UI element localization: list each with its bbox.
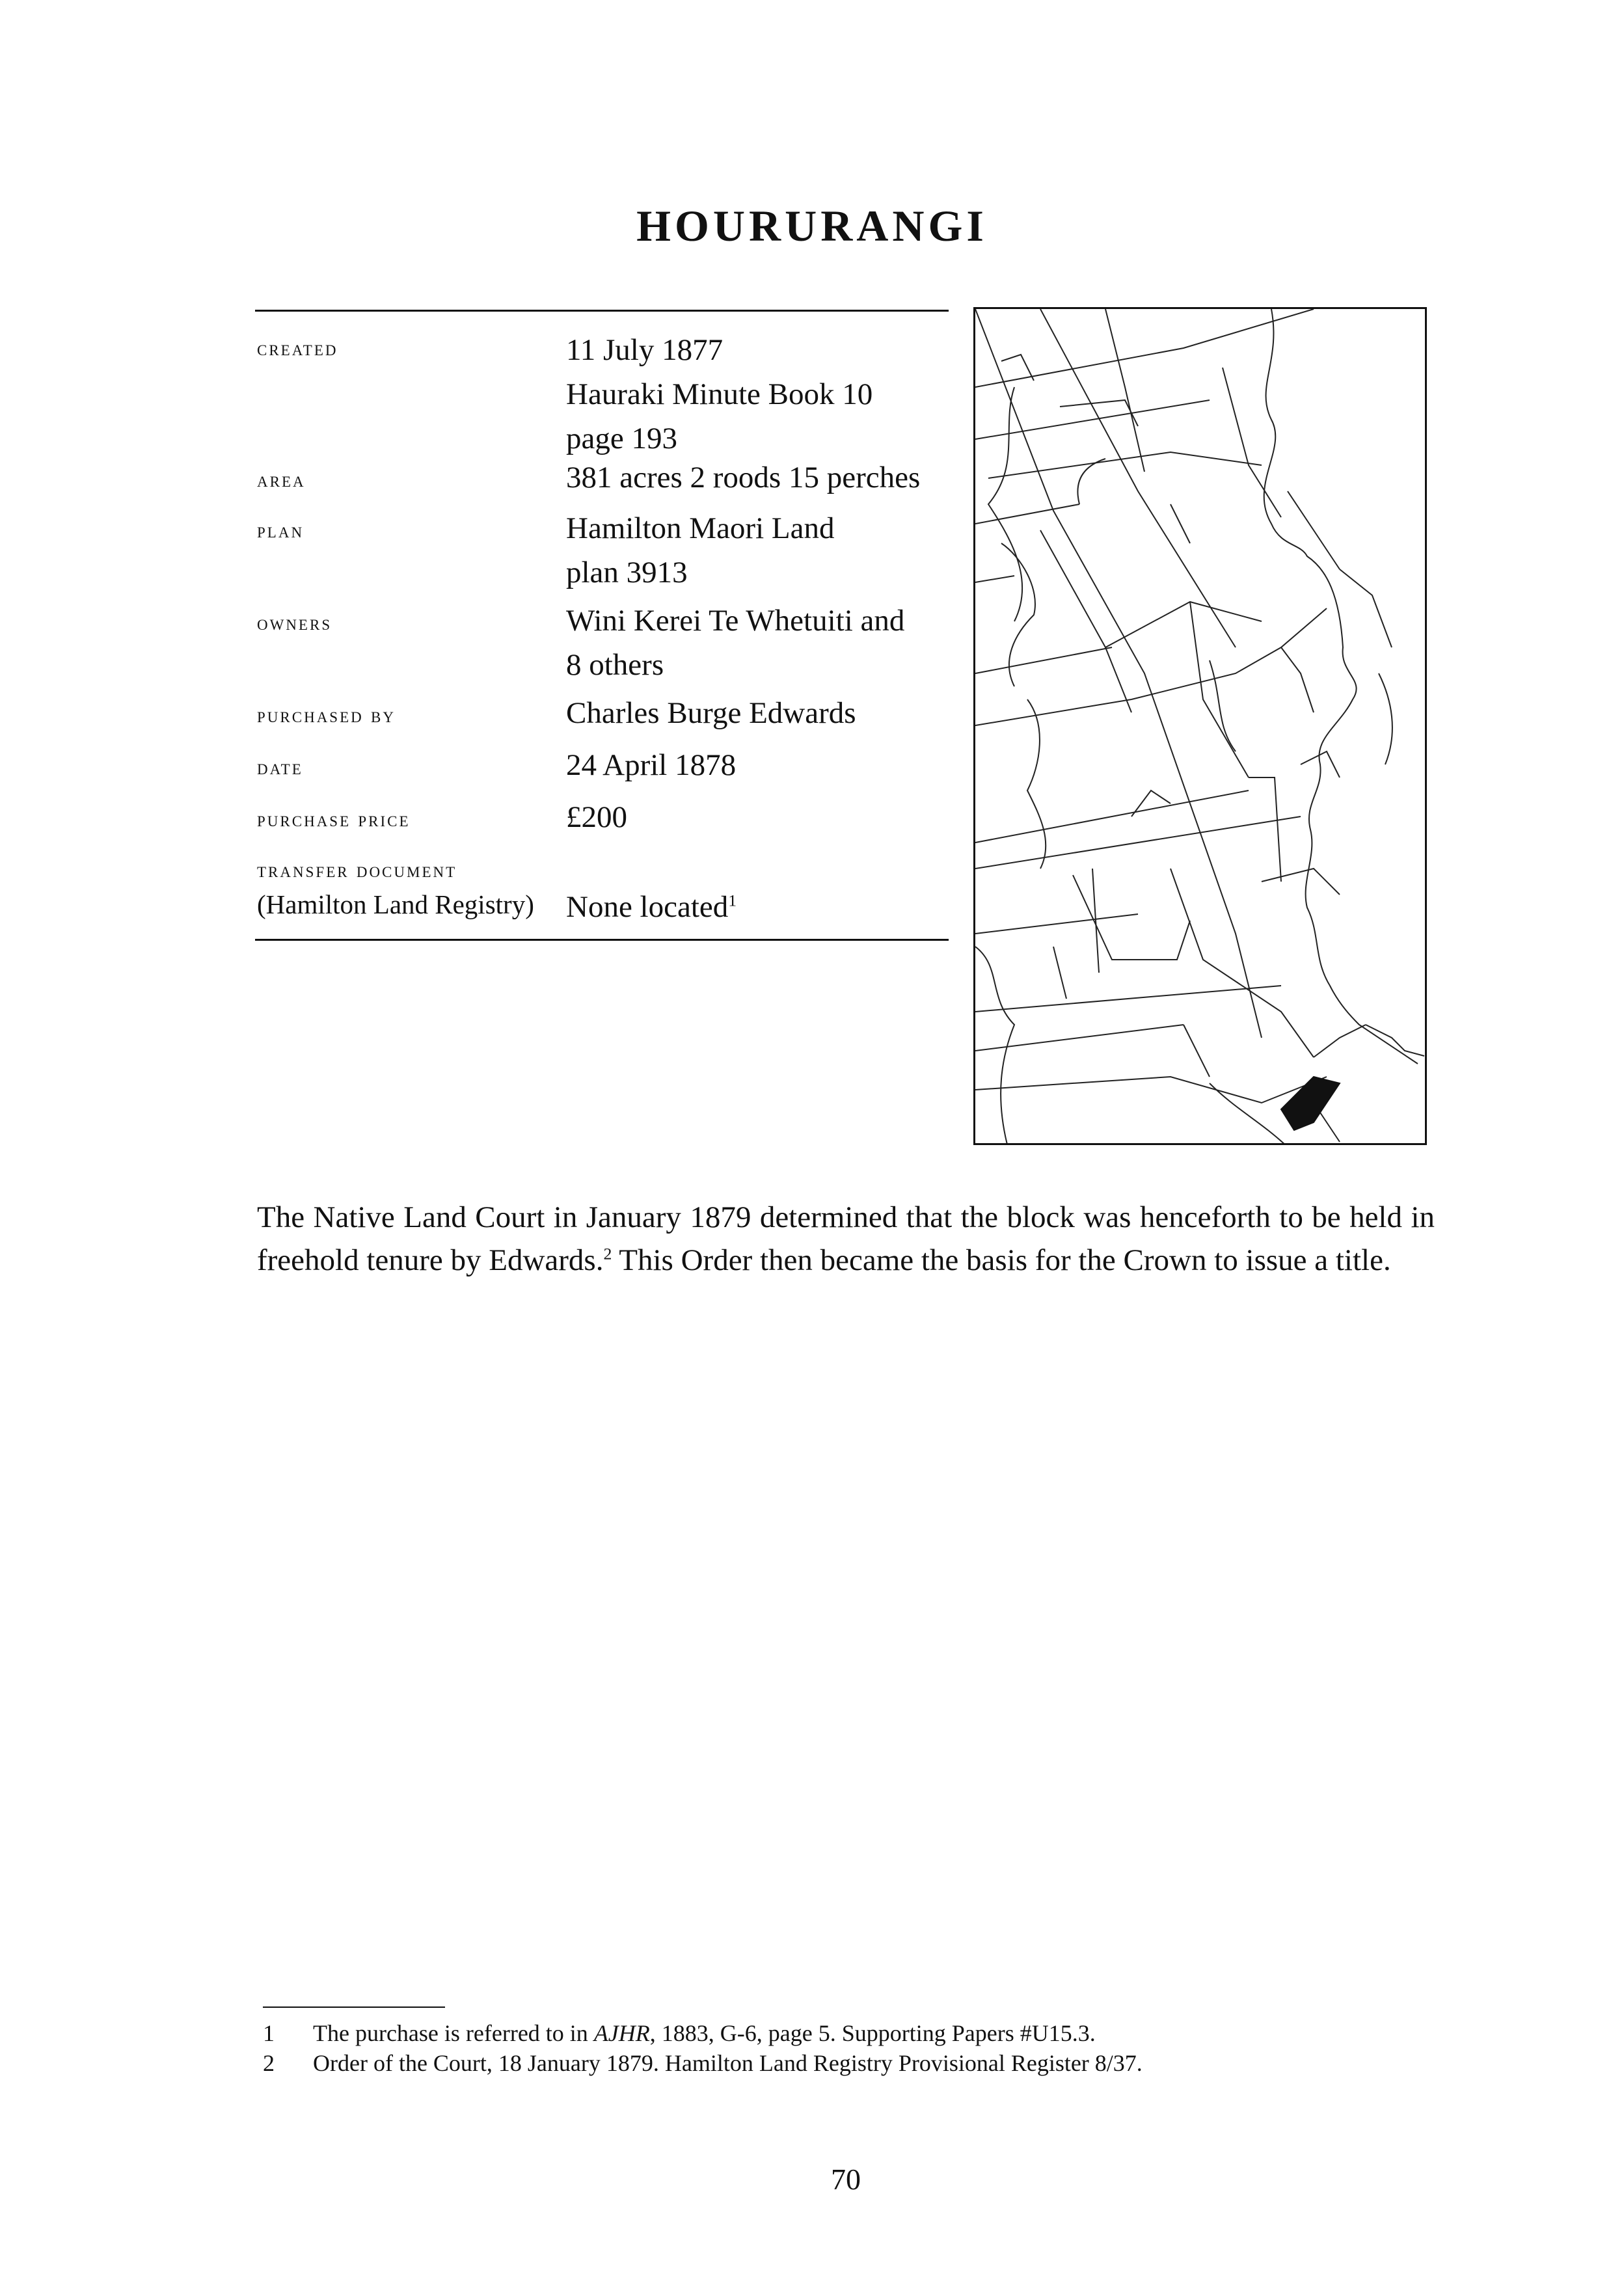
field-value: £200 bbox=[566, 800, 627, 834]
field-sublabel: (Hamilton Land Registry) bbox=[257, 889, 534, 919]
field-label: transfer document bbox=[257, 859, 457, 882]
footnote-ref: 2 bbox=[603, 1244, 612, 1263]
footnote-text-post: , 1883, G-6, page 5. Supporting Papers #U15.3. bbox=[649, 2020, 1096, 2046]
field-label: purchase price bbox=[257, 808, 411, 831]
page-title: HOURURANGI bbox=[636, 201, 988, 250]
table-bottom-rule bbox=[255, 939, 949, 941]
body-text-part-1: The Native Land Court in January 1879 determined that the block was henceforth to be held in freehold tenure by Edwards. bbox=[257, 1200, 1435, 1277]
parcel-map-drawing bbox=[975, 309, 1427, 1145]
body-text-part-2: This Order then became the basis for the Crown to issue a title. bbox=[612, 1243, 1391, 1277]
field-value: 11 July 1877 Hauraki Minute Book 10 page 193 bbox=[566, 333, 873, 455]
footnote-text-italic: AJHR bbox=[593, 2020, 650, 2046]
field-value: Hamilton Maori Land plan 3913 bbox=[566, 511, 835, 589]
field-label: area bbox=[257, 468, 306, 492]
location-map bbox=[973, 307, 1427, 1145]
field-value: Wini Kerei Te Whetuiti and 8 others bbox=[566, 604, 905, 682]
footnote-text: Order of the Court, 18 January 1879. Hamilton Land Registry Provisional Register 8/37. bbox=[313, 2050, 1143, 2076]
footnote-rule bbox=[263, 2007, 445, 2008]
field-value bbox=[566, 885, 737, 929]
field-value: 24 April 1878 bbox=[566, 748, 737, 782]
footnote-text bbox=[313, 2020, 1096, 2047]
field-value: 381 acres 2 roods 15 perches bbox=[566, 461, 921, 494]
field-label: purchased by bbox=[257, 704, 396, 727]
field-label: date bbox=[257, 756, 303, 779]
field-label: plan bbox=[257, 519, 304, 543]
footnote-number: 1 bbox=[263, 2020, 275, 2046]
body-paragraph bbox=[257, 1196, 1435, 1282]
page-number: 70 bbox=[831, 2163, 861, 2196]
footnote-ref: 1 bbox=[728, 891, 737, 910]
footnote-number: 2 bbox=[263, 2050, 275, 2076]
field-label: owners bbox=[257, 612, 332, 635]
field-value-text: None located bbox=[566, 890, 729, 924]
field-label: created bbox=[257, 337, 338, 360]
field-value: Charles Burge Edwards bbox=[566, 696, 856, 730]
footnote-text-pre: The purchase is referred to in bbox=[313, 2020, 594, 2046]
table-top-rule bbox=[255, 310, 949, 312]
